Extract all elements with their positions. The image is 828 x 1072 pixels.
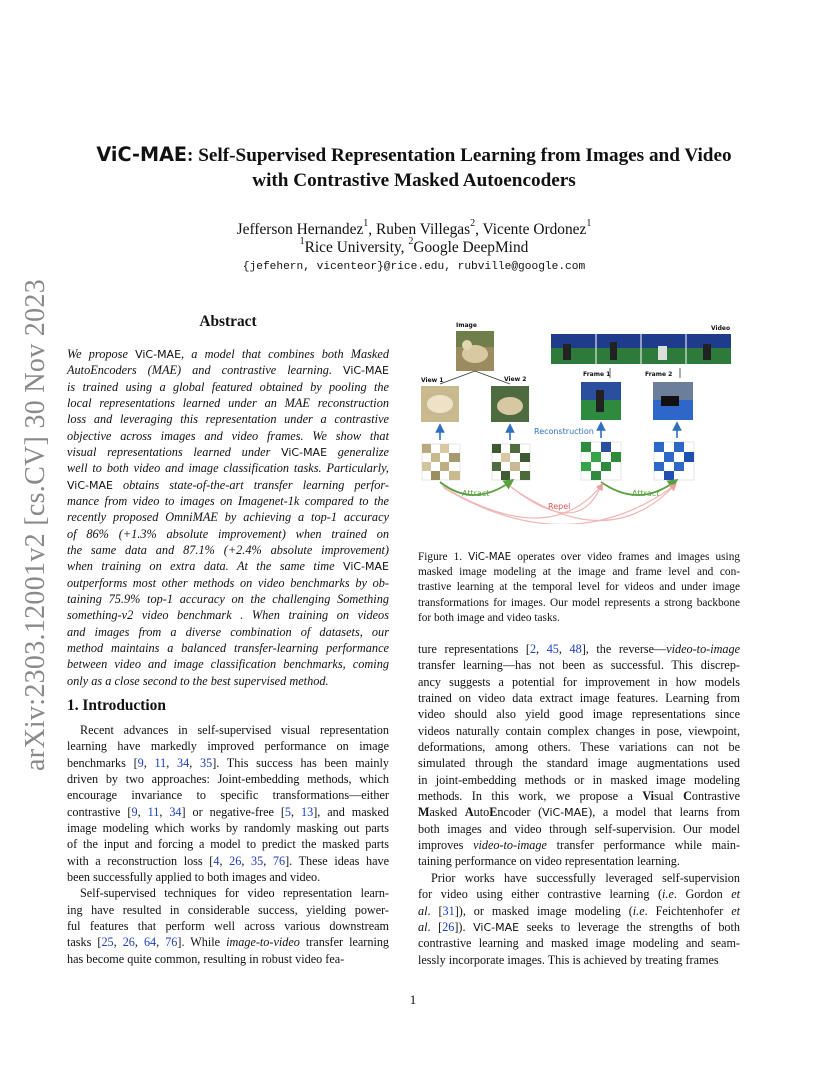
abstract-text: method maintains a balanced transfer-learning performance bbox=[67, 640, 389, 655]
abstract-line bbox=[67, 607, 389, 623]
author-1: Jefferson Hernandez bbox=[236, 221, 364, 238]
fig-label-attract-right: Attract bbox=[632, 489, 660, 498]
body-text-line: image modeling which works by randomly masking out parts bbox=[67, 821, 389, 836]
abstract-line bbox=[67, 673, 389, 689]
abstract-body bbox=[67, 346, 389, 689]
abstract-line bbox=[67, 493, 389, 509]
body-text-line: tasks [25, 26, 64, 76]. While image-to-video transfer learning bbox=[67, 935, 390, 950]
body-text-line: lessly incorporate images. This is achieved by treating frames bbox=[418, 952, 719, 967]
abstract-text: mance from video to images on Imagenet-1k compared to the bbox=[67, 493, 389, 508]
body-text-line: videos naturally contain complex changes in pose, viewpoint, bbox=[418, 723, 740, 738]
method-name: ViC-MAE bbox=[343, 560, 389, 574]
figure-1-caption bbox=[418, 550, 740, 626]
frame-2-image bbox=[653, 382, 693, 420]
paper-title bbox=[70, 142, 758, 193]
body-text-line: of the input and forcing a model to predict the masked parts bbox=[67, 837, 389, 852]
body-text-line: improves video-to-image transfer performance while main- bbox=[418, 838, 741, 853]
abstract-line bbox=[67, 477, 389, 493]
page-number: 1 bbox=[409, 992, 417, 1007]
fig-label-frame2: Frame 2 bbox=[645, 371, 673, 378]
body-text-line: ture representations [2, 45, 48], the reverse—video-to-image bbox=[418, 642, 741, 656]
abstract-line bbox=[67, 362, 389, 378]
caption-line: transformations for images. Our model represents a strong backbone bbox=[418, 596, 740, 609]
caption-line: masked image modeling at the image and frame level and con- bbox=[418, 566, 740, 579]
body-text-line: benchmarks [9, 11, 34, 35]. This success has been mainly bbox=[67, 755, 389, 770]
input-video-frames bbox=[551, 334, 731, 364]
body-text-line: video should also yield good image representations since bbox=[418, 707, 740, 722]
abstract-text: taining 75.9% top-1 accuracy on the challenging Something bbox=[67, 591, 389, 606]
body-text-line: driven by two approaches: Joint-embedding methods, which bbox=[67, 772, 389, 787]
body-text-line: contrastive learning and masked image modeling and seam- bbox=[418, 936, 740, 951]
body-text-line: for video using either contrastive learning (i.e. Gordon et bbox=[418, 887, 740, 902]
arxiv-identifier: arXiv:2303.12001v2 [cs.CV] 30 Nov 2023 bbox=[20, 278, 51, 772]
body-text-line: learning have markedly improved performance on image bbox=[67, 739, 389, 754]
body-text-line: simulated through the standard image augmentations used bbox=[418, 756, 740, 771]
affil-2-sup: 2 bbox=[408, 236, 414, 247]
author-1-affil: 1 bbox=[363, 218, 369, 229]
body-text-line: has become quite common, resulting in robust video fea- bbox=[67, 951, 345, 966]
body-text-line: trained on video data extract image features. Learning from bbox=[418, 691, 740, 706]
fig-label-repel: Repel bbox=[548, 502, 571, 511]
body-text-line: methods. In this work, we propose a Visual Contrastive bbox=[418, 789, 740, 804]
abstract-line bbox=[67, 379, 389, 395]
abstract-line bbox=[67, 575, 389, 591]
abstract-text: well to both video and image classification tasks. Particularly, bbox=[67, 461, 389, 476]
abstract-text: between video and image classification benchmarks, coming bbox=[67, 657, 389, 672]
abstract-text: and images from a diverse combination of datasets, our bbox=[67, 624, 389, 639]
body-text-line: Masked AutoEncoder (ViC-MAE), a model that learns from bbox=[418, 805, 741, 820]
caption-line: Figure 1. ViC-MAE operates over video frames and images using bbox=[418, 551, 740, 563]
abstract-text: recently proposed OmniMAE by achieving a top-1 accuracy bbox=[67, 510, 389, 525]
abstract-text: loss and leveraging this representation under a contrastive bbox=[67, 412, 389, 427]
author-3-affil: 1 bbox=[586, 218, 592, 229]
fig-label-attract-left: Attract bbox=[462, 489, 490, 498]
input-image-dog bbox=[456, 331, 494, 371]
title-line2: with Contrastive Masked Autoencoders bbox=[252, 170, 576, 191]
abstract-text: outperforms most other methods on video benchmarks by ob- bbox=[67, 575, 389, 590]
abstract-line bbox=[67, 428, 389, 444]
abstract-text: objective across images and video frames. We show that bbox=[67, 428, 389, 443]
method-name: ViC-MAE bbox=[135, 348, 182, 361]
body-text-line: al. [31]), or masked image modeling (i.e. Feichtenhofer et bbox=[418, 903, 741, 918]
abstract-text: We propose bbox=[67, 347, 136, 361]
abstract-line bbox=[67, 346, 389, 362]
fig-label-view2: View 2 bbox=[504, 376, 527, 383]
title-line1: : Self-Supervised Representation Learning from Images and Video bbox=[187, 145, 732, 166]
affiliations bbox=[70, 238, 758, 257]
author-emails: {jefehern, vicenteor}@rice.edu, rubville@google.com bbox=[242, 261, 586, 273]
abstract-text: only as a close second to the best supervised method. bbox=[67, 673, 329, 688]
abstract-text: is trained using a global featured obtained by pooling the bbox=[67, 379, 389, 394]
masked-view-2 bbox=[492, 444, 530, 480]
fig-label-image: Image bbox=[456, 322, 477, 329]
affil-2: Google DeepMind bbox=[413, 239, 529, 256]
masked-frame-1 bbox=[581, 442, 621, 480]
abstract-line bbox=[67, 558, 389, 574]
affil-1: Rice University, bbox=[304, 239, 409, 256]
abstract-text: local representations learned under an MAE reconstruction bbox=[67, 395, 389, 410]
body-text-line: Prior works have successfully leveraged self-supervision bbox=[431, 870, 740, 885]
body-text-line: encourage invariance to specific transformations—either bbox=[67, 788, 389, 803]
fig-label-view1: View 1 bbox=[421, 377, 444, 384]
method-name: ViC-MAE bbox=[281, 445, 328, 459]
abstract-line bbox=[67, 411, 389, 427]
fig-label-frame1: Frame 1 bbox=[583, 371, 611, 378]
frame-1-image bbox=[581, 382, 621, 420]
body-text-line: with a reconstruction loss [4, 26, 35, 76]. These ideas have bbox=[67, 853, 390, 868]
body-text-line: ful features that perform well across various downstream bbox=[67, 919, 389, 934]
author-list: Jefferson Hernandez$^1$, Ruben Villegas$^2$, Vicente Ordonez$^1$ bbox=[236, 218, 592, 238]
body-text-line: contrastive [9, 11, 34] or negative-free [5, 13], and masked bbox=[67, 804, 390, 819]
author-2: Ruben Villegas bbox=[376, 221, 471, 238]
intro-left-column bbox=[67, 722, 389, 967]
body-text-line: al. [26]). ViC-MAE seeks to leverage the strengths of both bbox=[418, 919, 740, 934]
abstract-line bbox=[67, 656, 389, 672]
author-3: Vicente Ordonez bbox=[482, 221, 587, 238]
view-2-image bbox=[491, 386, 529, 422]
section-heading-introduction: 1. Introduction bbox=[67, 697, 166, 714]
affil-1-sup: 1 bbox=[299, 236, 305, 247]
abstract-line bbox=[67, 624, 389, 640]
intro-right-column bbox=[418, 641, 740, 968]
fig-label-reconstruction: Reconstruction bbox=[534, 427, 594, 436]
body-text-line: Self-supervised techniques for video representation learn- bbox=[80, 886, 389, 901]
masked-view-1 bbox=[422, 444, 460, 480]
method-name: ViC-MAE bbox=[67, 478, 113, 492]
abstract-line bbox=[67, 526, 389, 542]
abstract-text: the same data and 87.1% (+2.4% absolute improvement) bbox=[67, 542, 389, 557]
title-brand: ViC-MAE bbox=[96, 143, 188, 166]
abstract-text: when training on extra data. At the same time bbox=[67, 559, 344, 574]
abstract-line bbox=[67, 591, 389, 607]
method-name: ViC-MAE bbox=[343, 364, 389, 378]
body-text-line: deformations, among others. These variations can not be bbox=[418, 740, 740, 755]
body-text-line: ing have resulted in considerable success, yielding power- bbox=[67, 902, 389, 917]
body-text-line: transfer learning—has not been as successful. This discrep- bbox=[418, 658, 740, 673]
body-text-line: been successfully applied to both images and video. bbox=[67, 870, 321, 885]
abstract-text: something-v2 video benchmark . When training on videos bbox=[67, 608, 389, 623]
body-text-line: Recent advances in self-supervised visual representation bbox=[80, 723, 389, 737]
abstract-text: obtains state-of-the-art transfer learning perfor- bbox=[112, 477, 389, 492]
view-1-image bbox=[421, 386, 459, 422]
abstract-text: visual representations learned under bbox=[67, 444, 282, 459]
abstract-line bbox=[67, 444, 389, 460]
abstract-line bbox=[67, 395, 389, 411]
body-text-line: ancy suggests a potential for improvement in how models bbox=[418, 674, 740, 689]
masked-frame-2 bbox=[654, 442, 694, 480]
body-text-line: in joint-embedding methods or in masked image modeling bbox=[418, 772, 740, 787]
fig-label-video: Video bbox=[711, 325, 731, 332]
body-text-line: taining performance on video representation learning. bbox=[418, 854, 680, 869]
body-text-line: both images and video through self-supervision. Our model bbox=[418, 821, 740, 836]
abstract-line bbox=[67, 542, 389, 558]
caption-line: for both image and video tasks. bbox=[418, 611, 560, 624]
abstract-text: generalize bbox=[327, 444, 389, 459]
figure-1 bbox=[418, 318, 740, 524]
abstract-text: of 86% (+1.3% absolute improvement) when trained on bbox=[67, 526, 389, 541]
abstract-line bbox=[67, 640, 389, 656]
caption-line: trastive learning at the temporal level for videos and under image bbox=[418, 581, 740, 594]
abstract-text: AutoEncoders (MAE) and contrastive learning. bbox=[67, 363, 344, 378]
abstract-heading: Abstract bbox=[199, 313, 257, 330]
abstract-text: , a model that combines both Masked bbox=[181, 347, 389, 361]
abstract-line bbox=[67, 509, 389, 525]
author-2-affil: 2 bbox=[470, 218, 476, 229]
abstract-line bbox=[67, 460, 389, 476]
figure-1-diagram bbox=[418, 318, 740, 524]
